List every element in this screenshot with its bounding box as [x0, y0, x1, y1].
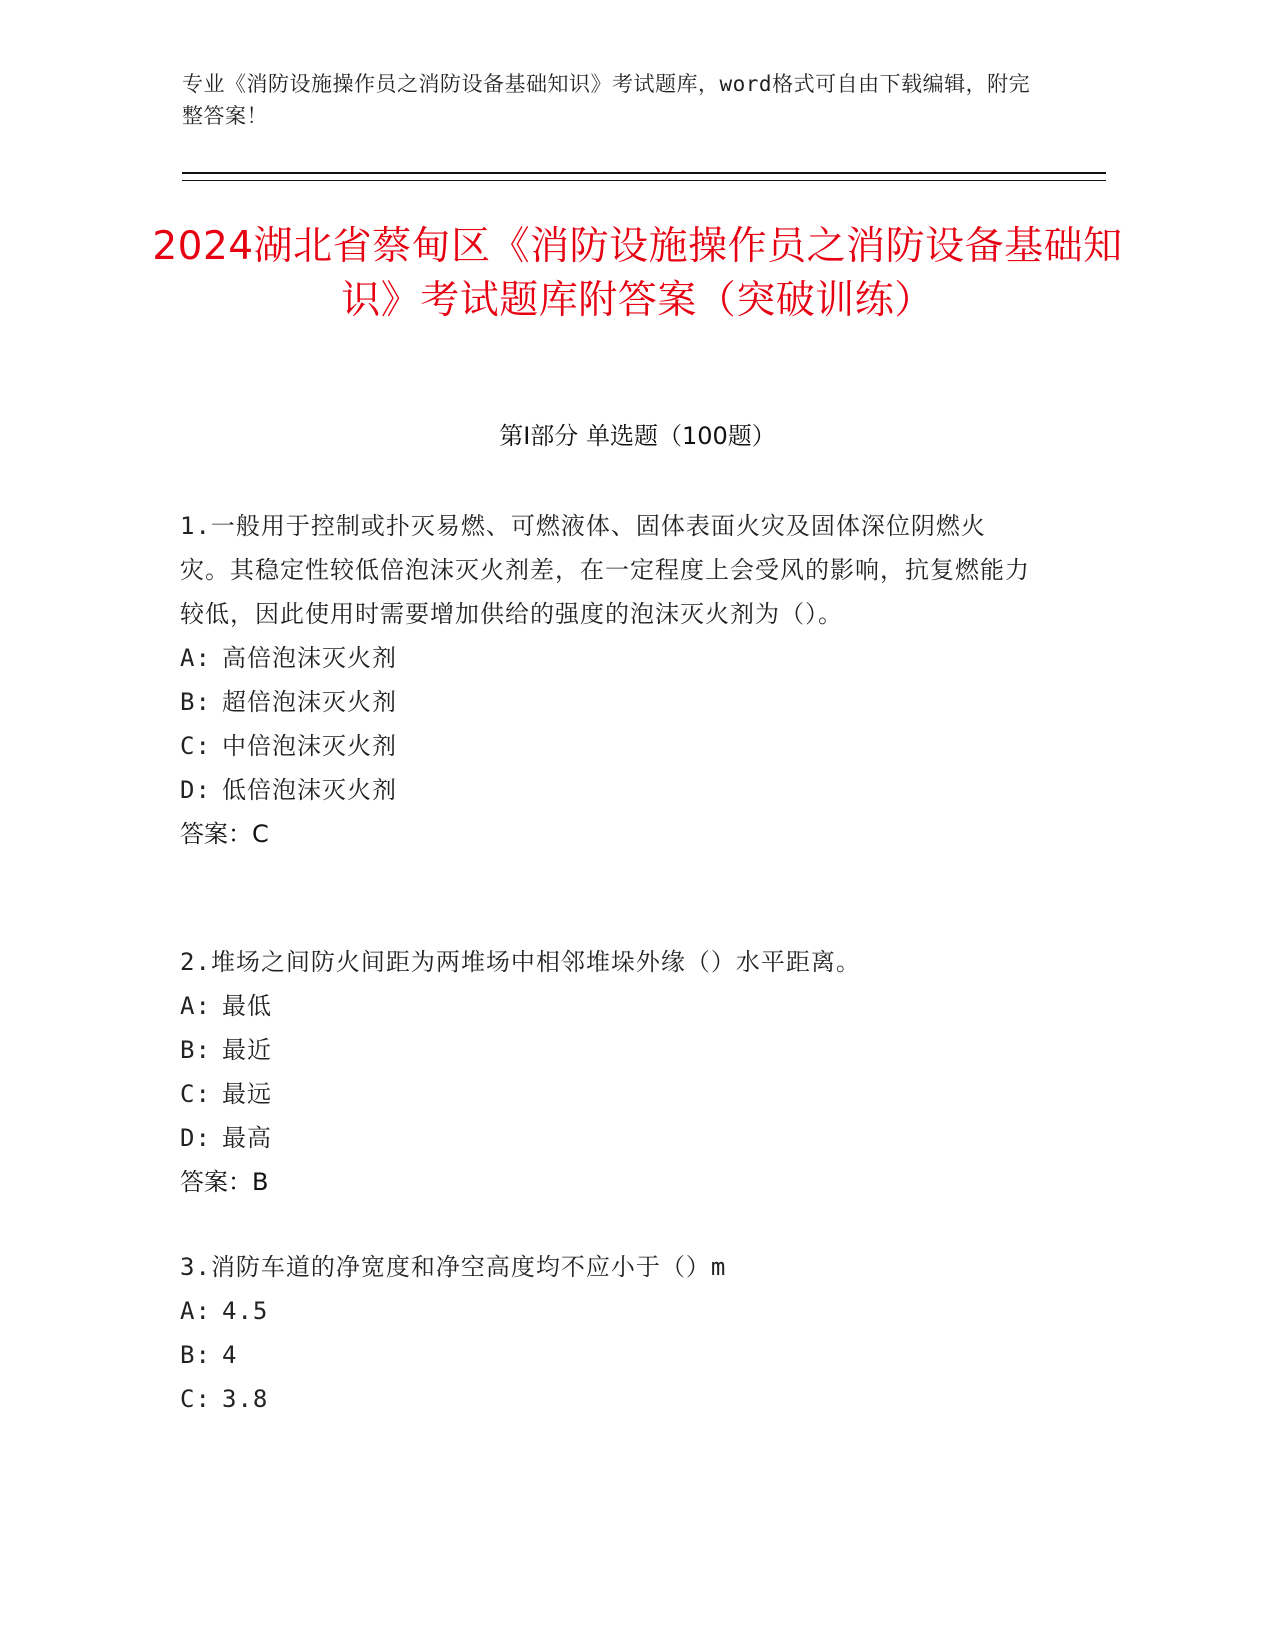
- option-text: 4.5: [222, 1297, 269, 1325]
- option-label: B:: [180, 1341, 211, 1369]
- option-text: 最近: [222, 1036, 272, 1064]
- option-text: 最远: [222, 1080, 272, 1108]
- option-label: A:: [180, 1297, 211, 1325]
- option-label: C:: [180, 1080, 211, 1108]
- question-text: 2.堆场之间防火间距为两堆场中相邻堆垛外缘（）水平距离。: [180, 948, 861, 976]
- option-b: [180, 680, 1030, 724]
- answer: 答案：C: [180, 820, 269, 848]
- option-d: [180, 1116, 1030, 1160]
- option-label: B:: [180, 688, 211, 716]
- header-note: 专业《消防设施操作员之消防设备基础知识》考试题库，word格式可自由下载编辑，附完整答案！: [182, 72, 1031, 128]
- option-label: D:: [180, 776, 211, 804]
- option-a: [180, 984, 1030, 1028]
- section-title: 第Ⅰ部分 单选题（100题）: [499, 422, 776, 450]
- header-rule-thin: [182, 180, 1106, 181]
- option-text: 最高: [222, 1124, 272, 1152]
- option-c: [180, 1377, 1030, 1421]
- option-label: C:: [180, 732, 211, 760]
- answer: 答案：B: [180, 1168, 269, 1196]
- option-b: [180, 1333, 1030, 1377]
- option-a: [180, 636, 1030, 680]
- option-label: D:: [180, 1124, 211, 1152]
- option-text: 中倍泡沫灭火剂: [222, 732, 397, 760]
- question-text: 3.消防车道的净宽度和净空高度均不应小于（）m: [180, 1253, 727, 1281]
- option-text: 超倍泡沫灭火剂: [222, 688, 397, 716]
- option-text: 4: [222, 1341, 238, 1369]
- question-block: [180, 1245, 1030, 1421]
- option-label: A:: [180, 644, 211, 672]
- option-label: C:: [180, 1385, 211, 1413]
- question-block: [180, 940, 1030, 1204]
- option-a: [180, 1289, 1030, 1333]
- header-rule-thick: [182, 172, 1106, 174]
- option-c: [180, 1072, 1030, 1116]
- option-label: A:: [180, 992, 211, 1020]
- option-c: [180, 724, 1030, 768]
- document-title: 2024湖北省蔡甸区《消防设施操作员之消防设备基础知识》考试题库附答案（突破训练）: [152, 224, 1123, 323]
- option-text: 低倍泡沫灭火剂: [222, 776, 397, 804]
- option-label: B:: [180, 1036, 211, 1064]
- option-text: 3.8: [222, 1385, 269, 1413]
- option-text: 最低: [222, 992, 272, 1020]
- question-text: 1.一般用于控制或扑灭易燃、可燃液体、固体表面火灾及固体深位阴燃火灾。其稳定性较低倍泡沫灭火剂差，在一定程度上会受风的影响，抗复燃能力较低，因此使用时需要增加供给的强度的泡沫灭火剂为（）。: [180, 512, 1030, 628]
- question-block: [180, 504, 1030, 856]
- option-d: [180, 768, 1030, 812]
- option-text: 高倍泡沫灭火剂: [222, 644, 397, 672]
- option-b: [180, 1028, 1030, 1072]
